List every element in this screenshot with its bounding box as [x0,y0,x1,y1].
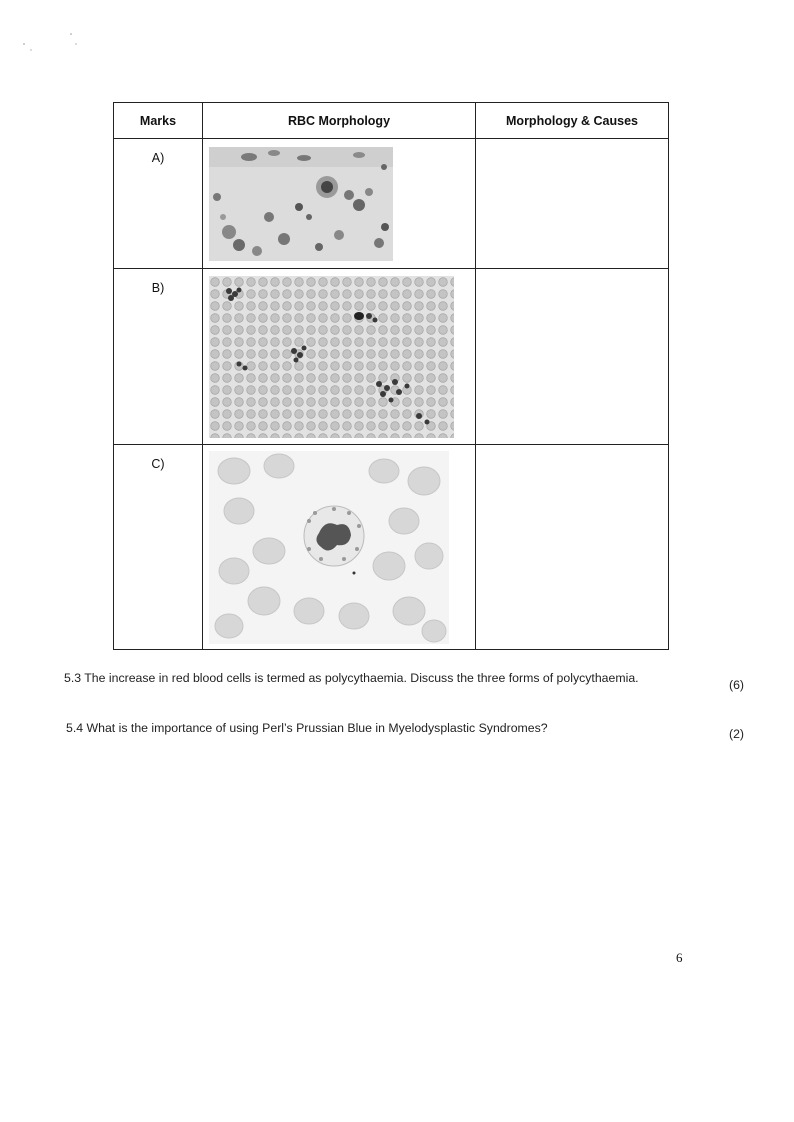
row-mark-label: A) [114,139,203,269]
row-mark-label: C) [114,445,203,650]
header-morphology-causes: Morphology & Causes [476,103,669,139]
question-5-3-marks: (6) [729,678,745,692]
answer-cell[interactable] [476,139,669,269]
scan-speck-marks [18,28,88,58]
blood-smear-image [209,147,393,261]
header-marks: Marks [114,103,203,139]
answer-cell[interactable] [476,269,669,445]
smear-cell [203,269,476,445]
smear-cell [203,445,476,650]
rbc-morphology-table [113,102,669,650]
row-mark-label: B) [114,269,203,445]
question-5-3: 5.3 The increase in red blood cells is termed as polycythaemia. Discuss the three forms of polycythaemia. [64,671,639,685]
blood-smear-image [209,276,454,438]
blood-smear-image [209,451,449,644]
header-rbc-morphology: RBC Morphology [203,103,476,139]
table-header-row [114,103,669,139]
table-row [114,269,669,445]
page-number: 6 [676,950,683,965]
answer-cell[interactable] [476,445,669,650]
question-5-4-marks: (2) [729,727,745,741]
smear-cell [203,139,476,269]
table-row [114,139,669,269]
table-row [114,445,669,650]
question-5-4: 5.4 What is the importance of using Perl’s Prussian Blue in Myelodysplastic Syndromes? [66,721,548,735]
